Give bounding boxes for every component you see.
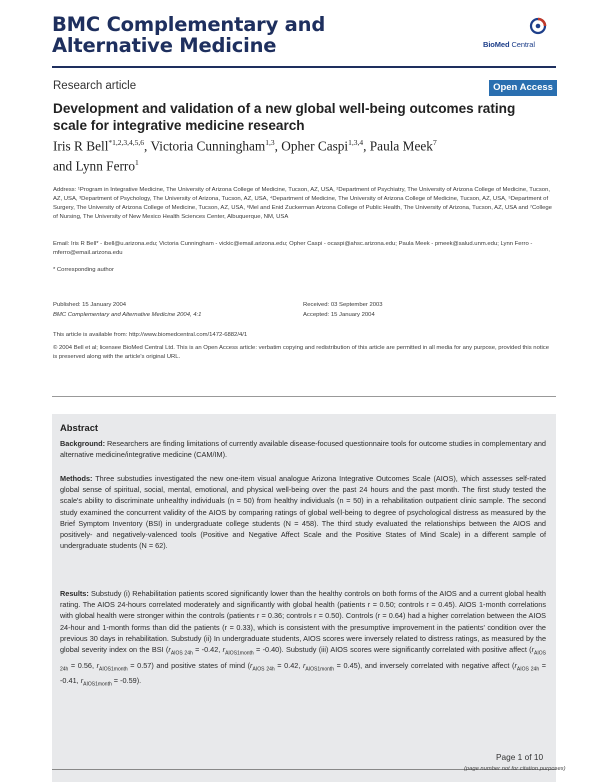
subscript-24h: AIOS 24h bbox=[170, 650, 193, 657]
background-text: Researchers are finding limitations of currently available disease-focused questionnaire tools for outcome studies in complementary and alternative medicine/integrative medicine (CAM/IM). bbox=[60, 439, 546, 460]
results-text: = -0.41, bbox=[60, 660, 546, 686]
abstract-box bbox=[52, 414, 556, 782]
published-date: Published: 15 January 2004 bbox=[53, 302, 127, 308]
biomed-logo-text-bold: BioMed bbox=[483, 40, 510, 49]
author-separator: , bbox=[274, 138, 282, 154]
author-affiliation: 1,3 bbox=[265, 138, 275, 147]
author-name: and Lynn Ferro bbox=[53, 158, 135, 174]
author-affiliation: 1 bbox=[134, 158, 139, 168]
subscript-1m: AIOS1month bbox=[83, 681, 112, 688]
abstract-top-rule bbox=[52, 396, 556, 397]
subscript-24h: AIOS 24h bbox=[252, 666, 275, 673]
subscript-24h: AIOS 24h bbox=[516, 666, 540, 673]
author-name: Iris R Bell bbox=[53, 138, 109, 154]
page-number-note: (page number not for citation purposes) bbox=[464, 766, 566, 772]
page-number: Page 1 of 10 bbox=[496, 752, 544, 762]
results-text: = 0.45), and inversely correlated with negative affect ( bbox=[334, 660, 515, 670]
results-text: = 0.56, bbox=[68, 660, 97, 670]
background-label: Background: bbox=[60, 439, 105, 448]
results-label: Results: bbox=[60, 589, 89, 598]
received-accepted bbox=[303, 301, 543, 321]
subscript-1m: AIOS1month bbox=[225, 650, 254, 657]
copyright-notice: © 2004 Bell et al; licensee BioMed Central Ltd. This is an Open Access article: verbatim copying and redistribution of this article are permitted in all media for any purpose, provided this notice is preserved along with the article's original URL. bbox=[53, 345, 550, 360]
journal-title-line2: Alternative Medicine bbox=[52, 34, 277, 57]
abstract-results: Results: Substudy (i) Rehabilitation patients scored significantly lower than the healthy controls on both forms of the AIOS and a current global health rating. The AIOS 24-hours correlated moderately and significantly with global health (patients r = 0.50; controls r = 0.45). AIOS 1-month correlations with global health were stronger within the controls (patients r = 0.36; controls r = 0.50). Controls (r = 0.64) had a higher correlation between the AIOS 24-hour and 1-month forms than did the patients (r = 0.33), which is consistent with the presumptive improvement in the patients' condition over the previous 30 days in rehabilitation. Substudy (ii) In undergraduate students, AIOS scores were inversely related to distress ratings, as measured by the global severity index on the BSI ($r_{AIOS 24h} = -0.42$, $r_{AIOS1month} = -0.40$). Substudy (iii) AIOS scores were significantly correlated with positive affect ($r_{AIOS 24h} = 0.56$, $r_{AIOS1month} = 0.57$) and positive states of mind ($r_{AIOS 24h} = 0.42$, $r_{AIOS1month} = 0.45$), and inversely correlated with negative affect ($r_{AIOS 24h} = -0.41$, $r_{AIOS1month} = -0.59$). bbox=[60, 589, 546, 688]
corresponding-author-note: * Corresponding author bbox=[53, 267, 114, 273]
results-text: = -0.42, bbox=[192, 645, 223, 655]
author-list bbox=[53, 134, 543, 175]
biomed-central-logo bbox=[483, 14, 553, 54]
journal-title bbox=[52, 14, 325, 56]
author-name: Opher Caspi bbox=[281, 138, 349, 154]
author-name: Paula Meek bbox=[369, 138, 433, 154]
journal-citation: BMC Complementary and Alternative Medicine 2004, 4:1 bbox=[53, 312, 202, 318]
biomed-logo-icon bbox=[527, 14, 549, 38]
biomed-logo-text bbox=[483, 40, 535, 49]
article-type: Research article bbox=[53, 80, 137, 92]
author-separator: , bbox=[363, 138, 370, 154]
abstract-background bbox=[60, 438, 546, 460]
publication-info bbox=[53, 301, 293, 321]
results-text: = -0.59). bbox=[111, 676, 142, 686]
journal-title-line1: BMC Complementary and bbox=[52, 13, 326, 36]
subscript-1m: AIOS1month bbox=[305, 666, 335, 673]
article-title: Development and validation of a new global well-being outcomes rating scale for integrative medicine research bbox=[53, 101, 516, 133]
subscript-1m: AIOS1month bbox=[99, 666, 128, 673]
author-affiliation: *1,2,3,4,5,6 bbox=[108, 138, 145, 147]
results-text: = -0.40). Substudy (iii) AIOS scores were significantly correlated with positive affect ( bbox=[253, 645, 532, 655]
methods-text: Three substudies investigated the new one-item visual analogue Arizona Integrative Outcomes Scale (AIOS), which assesses self-rated global sense of spiritual, social, mental, emotional, and physical well-being over the past 24 hours and the past month. The first study tested the scale's ability to discriminate unhealthy individuals (n = 50) from healthy individuals (n = 50) in a rehabilitation outpatient clinic sample. The second study examined the concurrent validity of the AIOS by comparing ratings of global well-being to degree of psychological distress as measured by the Brief Symptom Inventory (BSI) in undergraduate college students (N = 458). The third study evaluated the relationships between the AIOS and positively- and negatively-valenced tools (Positive and Negative Affect Scale and the Positive States of Mind Scale) in a different sample of undergraduate students (N = 62). bbox=[60, 474, 546, 551]
subscript-24h: AIOS 24h bbox=[60, 650, 546, 673]
author-separator: , bbox=[144, 138, 151, 154]
open-access-badge: Open Access bbox=[489, 80, 557, 96]
results-text: = 0.57) and positive states of mind ( bbox=[127, 660, 251, 670]
article-url-line: This article is available from: http://www.biomedcentral.com/1472-6882/4/1 bbox=[53, 332, 248, 338]
received-date: Received: 03 September 2003 bbox=[303, 302, 383, 308]
results-text: = 0.42, bbox=[274, 660, 303, 670]
affiliations: Address: ¹Program in Integrative Medicine, The University of Arizona College of Medicine, Tucson, AZ, USA, ²Department of Psychiatry, The University of Arizona College of Medicine, Tucson, AZ, USA, ³Department of Psychology, The University of Arizona, Tucson, AZ, USA, ⁴Department of Medicine, The University of Arizona College of Medicine, Tucson, AZ, USA, ⁵Department of Surgery, The University of Arizona College of Medicine, Tucson, AZ, USA, ⁶Mel and Enid Zuckerman Arizona College of Public Health, The University of Arizona, Tucson, AZ, USA and ⁷College of Nursing, The University of New Mexico Health Sciences Center, Albuquerque, NM, USA bbox=[53, 187, 552, 220]
author-name: Victoria Cunningham bbox=[150, 138, 266, 154]
author-affiliation: 1,3,4 bbox=[348, 138, 364, 147]
accepted-date: Accepted: 15 January 2004 bbox=[303, 312, 375, 318]
abstract-methods bbox=[60, 473, 546, 551]
methods-label: Methods: bbox=[60, 474, 93, 483]
author-affiliation: 7 bbox=[432, 138, 437, 147]
biomed-logo-text-central: Central bbox=[509, 40, 535, 49]
abstract-heading: Abstract bbox=[60, 422, 99, 433]
author-emails: Email: Iris R Bell* - ibell@u.arizona.edu; Victoria Cunningham - vickic@email.arizona.edu; Opher Caspi - ocaspi@ahsc.arizona.edu; Paula Meek - pmeek@salud.unm.edu; Lynn Ferro - mferro@email.arizona.edu bbox=[53, 241, 533, 256]
header-rule bbox=[52, 66, 556, 68]
results-text: Substudy (i) Rehabilitation patients scored significantly lower than the healthy controls on both forms of the AIOS and a current global health rating. The AIOS 24-hours correlated moderately and significantly with global health (patients r = 0.50; controls r = 0.45). AIOS 1-month correlations with global health were stronger within the controls (patients r = 0.36; controls r = 0.50). Controls (r = 0.64) had a higher correlation between the AIOS 24-hour and 1-month forms than did the patients (r = 0.33), which is consistent with the presumptive improvement in the patients' condition over the previous 30 days in rehabilitation. Substudy (ii) In undergraduate students, AIOS scores were inversely related to distress ratings, as measured by the global severity index on the BSI ( bbox=[60, 589, 546, 655]
